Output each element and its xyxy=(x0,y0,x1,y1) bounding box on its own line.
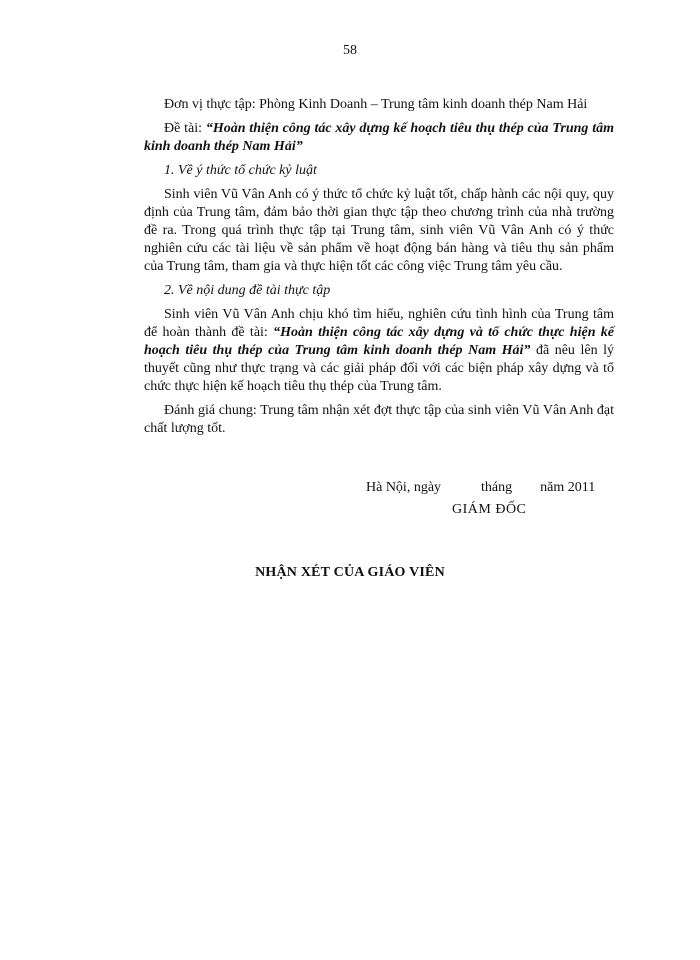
section2-body-after: đã nêu lên lý thuyết cũng như thực trạng và các giải pháp đối với các biện pháp xây dựng và tổ chức thực hiện kế hoạch tiêu thụ thép của Trung tâm. xyxy=(144,343,615,394)
signature-title: GIÁM ĐỐC xyxy=(452,502,527,517)
topic-title: “Hoàn thiện công tác xây dựng kế hoạch tiêu thụ thép của Trung tâm kinh doanh thép Nam Hải” xyxy=(144,121,614,154)
section2-body-title: “Hoàn thiện công tác xây dựng và tổ chức thực hiện kế hoạch tiêu thụ thép của Trung tâm kinh doanh thép Nam Hải” xyxy=(144,325,614,358)
signature-month: tháng xyxy=(481,480,513,495)
signature-place-day: Hà Nội, ngày xyxy=(366,480,442,495)
teacher-section-title: NHẬN XÉT CỦA GIÁO VIÊN xyxy=(255,565,445,580)
section2-heading: 2. Về nội dung đề tài thực tập xyxy=(164,283,331,298)
section2-body xyxy=(144,306,614,396)
section2-body-before: Sinh viên Vũ Vân Anh chịu khó tìm hiểu, nghiên cứu tình hình của Trung tâm để hoàn thành đề tài: xyxy=(144,307,614,340)
document-body xyxy=(144,96,614,444)
signature-date xyxy=(366,480,595,496)
signature-year: năm 2011 xyxy=(540,480,596,495)
section1-heading: 1. Về ý thức tổ chức kỷ luật xyxy=(164,163,317,178)
topic-label: Đề tài: xyxy=(164,121,206,136)
overall-assessment: Đánh giá chung: Trung tâm nhận xét đợt thực tập của sinh viên Vũ Vân Anh đạt chất lượng tốt. xyxy=(144,403,614,436)
topic-line xyxy=(144,120,614,156)
page-number: 58 xyxy=(343,43,357,58)
unit-line: Đơn vị thực tập: Phòng Kinh Doanh – Trung tâm kinh doanh thép Nam Hải xyxy=(164,97,588,112)
section1-body: Sinh viên Vũ Vân Anh có ý thức tổ chức kỷ luật tốt, chấp hành các nội quy, quy định của Trung tâm, đảm bảo thời gian thực tập theo chương trình của nhà trường đề ra. Trong quá trình thực tập tại Trung tâm, sinh viên Vũ Vân Anh có ý thức nghiên cứu các tài liệu về sản phẩm về hoạt động bán hàng và tiêu thụ sản phẩm của Trung tâm, tham gia và thực hiện tốt các công việc Trung tâm yêu cầu. xyxy=(144,187,614,274)
